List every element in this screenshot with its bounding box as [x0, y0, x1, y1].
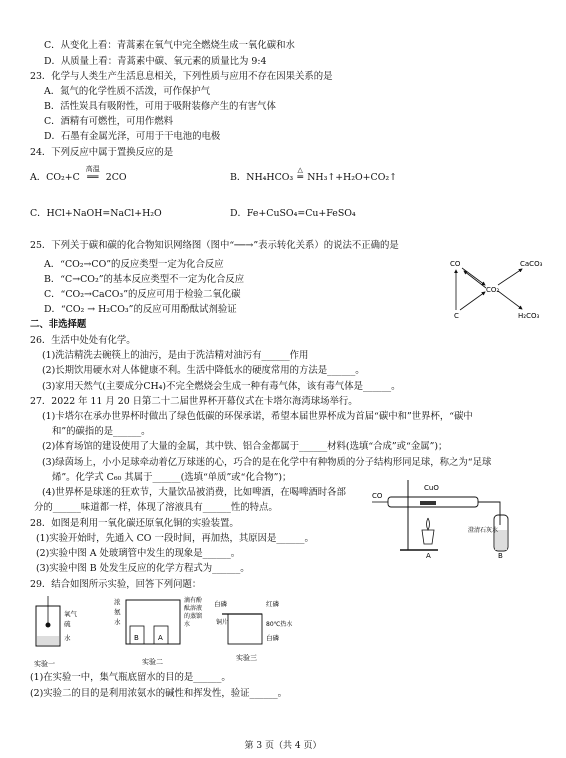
q27-part4-line2: 分的______味道都一样，体现了溶液具有______性的特点。: [34, 502, 278, 513]
sulfur-bead: [46, 623, 51, 628]
experiment-one: [30, 592, 90, 670]
label-a: A: [426, 552, 431, 560]
arrow-co-co2: [462, 268, 485, 285]
node-h2co3: H₂CO₃: [518, 312, 540, 320]
arrow-c-co2: [460, 292, 485, 310]
node-caco3: CaCO₃: [520, 260, 543, 268]
q24-option-c: C．HCl+NaOH=NaCl+H₂O: [30, 208, 162, 219]
copper-label: 铜片: [216, 619, 229, 626]
section-nonchoice: 二、非选择题: [30, 319, 87, 330]
q24b-condition: △: [297, 166, 303, 174]
q24-option-d: D．Fe+CuSO₄=Cu+FeSO₄: [230, 208, 356, 219]
q24a-reactants: A．CO₂+C: [30, 172, 80, 183]
q27-part3-line1: (3)绿茵场上，小小足球牵动着亿万球迷的心，巧合的是在化学中有种物质的分子结构形同足球，称之为“足球: [42, 457, 492, 468]
ammonia-label-1: 浓: [114, 598, 121, 606]
q28-part2: (2)实验中图 A 处玻璃管中发生的现象是______。: [36, 548, 241, 559]
red-p-label: 红磷: [266, 600, 279, 608]
exp1-caption: 实验一: [34, 660, 55, 668]
sulfur-label: 硫: [64, 620, 71, 628]
question-26: 26．生活中处处有化学。: [30, 335, 136, 346]
q24a-condition: 高温: [85, 165, 100, 173]
q27-part3-line2: 烯”。化学式 C₆₀ 其属于______(选填“单质”或“化合物”)；: [52, 472, 292, 483]
question-23: 23．化学与人类生产生活息息相关，下列性质与应用不存在因果关系的是: [30, 71, 333, 82]
white-p-bottom-label: 白磷: [266, 634, 279, 642]
experiment-three: [210, 594, 300, 672]
q24-option-b: [230, 166, 397, 184]
q24a-arrow: 高温 ══: [80, 172, 106, 184]
jar-water: [37, 636, 59, 645]
q28-part1: (1)实验开始时，先通入 CO 一段时间，再加热，其原因是______。: [36, 533, 314, 544]
q24b-reactant: B．NH₄HCO₃: [230, 172, 294, 183]
phenol-label: 滴有酚: [184, 597, 203, 604]
node-c: C: [454, 312, 459, 320]
q23-option-d: D．石墨有金属光泽，可用于干电池的电极: [44, 131, 221, 142]
beaker-a-label: A: [158, 634, 163, 642]
exp2-caption: 实验二: [142, 658, 163, 666]
co-reduction-apparatus: [370, 470, 530, 560]
q23-option-a: A．氮气的化学性质不活泼，可作保护气: [44, 86, 211, 97]
q26-part2: (2)长期饮用硬水对人体健康不利。生活中降低水的硬度常用的方法是______。: [42, 365, 365, 376]
ammonia-label-3: 水: [114, 618, 121, 626]
label-b: B: [498, 552, 503, 560]
q27-part1-line2: 和”的碳指的是______。: [52, 426, 151, 437]
node-co: CO: [450, 260, 461, 268]
q23-option-c: C．酒精有可燃性，可用作燃料: [44, 116, 174, 127]
q23-option-b: B．活性炭具有吸附性，可用于吸附装修产生的有害气体: [44, 101, 276, 112]
limewater-label: 澄清石灰水: [468, 527, 499, 534]
phenol-label-3: 的蒸馏: [184, 613, 203, 620]
question-25: 25．下列关于碳和碳的化合物知识网络图（图中“──→”表示转化关系）的说法不正确的是: [30, 240, 399, 251]
water-label: 水: [64, 634, 71, 642]
q27-part2: (2)体育场馆的建设使用了大量的金属，其中铁、铝合金都属于______材料(选填“合成”或“金属”)；: [42, 441, 448, 452]
q25-option-c: C．“CO₂→CaCO₃”的反应可用于检验二氧化碳: [44, 289, 241, 300]
phenol-label-2: 酞溶液: [184, 605, 203, 612]
question-27: 27．2022 年 11 月 20 日第二十二届世界杯开幕仪式在卡塔尔海湾球场举行。: [30, 396, 358, 407]
white-p-top-label: 白磷: [214, 600, 227, 608]
arrow-co2-h2co3: [498, 291, 522, 309]
experiment-two: [114, 590, 214, 670]
arrow-co2-co: [464, 271, 486, 288]
co-inlet-label: CO: [372, 492, 383, 500]
q27-part1-line1: (1)卡塔尔在承办世界杯时做出了绿色低碳的环保承诺，希望本届世界杯成为首届“碳中和”世界杯，“碳中: [42, 411, 473, 422]
q24a-products: 2CO: [105, 172, 127, 183]
q24b-arrow: △ ═: [293, 172, 307, 184]
cuo-label: CuO: [424, 484, 439, 492]
q25-option-b: B．“C→CO₂”的基本反应类型不一定为化合反应: [44, 274, 245, 285]
gas-label: 氧气: [64, 610, 77, 618]
question-24: 24．下列反应中属于置换反应的是: [30, 147, 174, 158]
delivery-tube: [478, 502, 500, 525]
hot-water-label: 80℃热水: [266, 621, 293, 628]
alcohol-lamp: [422, 530, 434, 544]
carbon-network-diagram: [448, 256, 544, 322]
q25-option-d: D．“CO₂ → H₂CO₃”的反应可用酚酞试剂验证: [44, 304, 237, 315]
node-co2: CO₂: [486, 286, 500, 294]
q22-option-c: C．从变化上看：青蒿素在氧气中完全燃烧生成一氧化碳和水: [44, 40, 295, 51]
q24-option-a: [30, 165, 127, 184]
exp3-caption: 实验三: [236, 654, 257, 662]
q25-option-a: A．“CO₂→CO”的反应类型一定为化合反应: [44, 259, 224, 270]
beaker-b-label: B: [134, 634, 139, 642]
phenol-label-4: 水: [184, 621, 191, 628]
flame-icon: [427, 518, 430, 530]
q29-part2: (2)实验二的目的是利用浓氨水的碱性和挥发性，验证______。: [30, 688, 288, 699]
q24b-products: NH₃↑+H₂O+CO₂↑: [307, 172, 397, 183]
question-29: 29．结合如图所示实验，回答下列问题：: [30, 579, 202, 590]
q28-part3: (3)实验中图 B 处发生反应的化学方程式为______。: [36, 563, 250, 574]
q22-option-d: D．从质量上看：青蒿素中碳、氧元素的质量比为 9:4: [44, 56, 267, 67]
page-footer: 第 3 页（共 4 页）: [244, 741, 322, 751]
q27-part4-line1: (4)世界杯是球迷的狂欢节，大量饮品被消费，比如啤酒，在喝啤酒时各部: [42, 487, 346, 498]
question-28: 28．如图是利用一氧化碳还原氧化铜的实验装置。: [30, 518, 239, 529]
hot-water-beaker: [228, 614, 262, 644]
q26-part3: (3)家用天然气(主要成分CH₄)不完全燃烧会生成一种有毒气体，该有毒气体是______。: [42, 381, 401, 392]
ammonia-label-2: 氨: [114, 608, 121, 616]
q26-part1: (1)洗洁精洗去碗筷上的油污，是由于洗洁精对油污有______作用: [42, 350, 309, 361]
arrow-co2-caco3: [498, 269, 522, 285]
cuo-sample: [420, 501, 436, 505]
q29-part1: (1)在实验一中，集气瓶底留水的目的是______。: [30, 672, 231, 683]
